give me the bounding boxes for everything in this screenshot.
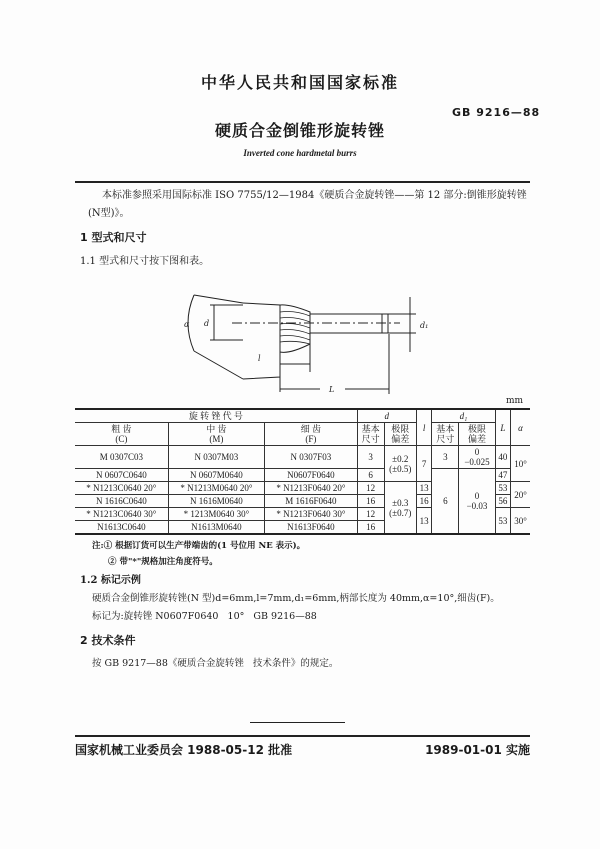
section-2-heading: 2 技术条件	[80, 634, 136, 647]
cell-coarse: N1613C0640	[75, 521, 168, 535]
section-1-heading: 1 型式和尺寸	[80, 231, 147, 244]
cell-medium: * 1213M0640 30°	[168, 508, 264, 521]
cell-fine: N1613F0640	[265, 521, 358, 535]
cell-medium: N 0307M03	[168, 446, 264, 469]
cell-coarse: * N1213C0640 30°	[75, 508, 168, 521]
standard-number: GB 9216—88	[452, 106, 541, 119]
cell-d-tol: ±0.2 (±0.5)	[384, 446, 416, 482]
cell-fine: N0607F0640	[265, 469, 358, 482]
cell-medium: * N1213M0640 20°	[168, 482, 264, 495]
burr-drawing	[170, 282, 440, 398]
header-L: L	[495, 409, 510, 446]
header-d-basic: 基本 尺寸	[357, 423, 384, 446]
section-2-text: 按 GB 9217—88《硬质合金旋转锉 技术条件》的规定。	[92, 658, 339, 669]
section-1-1-text: 1.1 型式和尺寸按下图和表。	[80, 256, 210, 267]
cell-alpha: 30°	[511, 508, 530, 535]
cell-L: 47	[495, 469, 510, 482]
cell-alpha: 20°	[511, 482, 530, 508]
english-title: Inverted cone hardmetal burrs	[243, 148, 357, 158]
cell-medium: N 0607M0640	[168, 469, 264, 482]
cell-fine: N 0307F03	[265, 446, 358, 469]
header-coarse: 粗 齿 (C)	[75, 423, 168, 446]
table-row	[75, 469, 530, 482]
unit-label: mm	[506, 396, 524, 406]
document-title: 硬质合金倒锥形旋转锉	[214, 121, 385, 140]
end-rule	[250, 722, 345, 723]
header-l: l	[416, 409, 431, 446]
marking-example-line1: 硬质合金倒锥形旋转锉(N 型)d=6mm,l=7mm,d₁=6mm,柄部长度为 40mm,α=10°,细齿(F)。	[92, 593, 500, 604]
d1-label: d₁	[420, 321, 429, 330]
alpha-label: α	[184, 320, 190, 329]
header-d1: d₁	[432, 409, 495, 423]
cell-coarse: N 1616C0640	[75, 495, 168, 508]
header-code: 旋 转 锉 代 号	[75, 409, 357, 423]
approval-date: 国家机械工业委员会 1988-05-12 批准	[75, 743, 293, 757]
header-d1-tol: 极限 偏差	[459, 423, 495, 446]
dimensions-table	[75, 408, 530, 535]
intro-block	[75, 187, 530, 271]
cell-alpha: 10°	[511, 446, 530, 482]
cell-d: 16	[357, 495, 384, 508]
table-row	[75, 446, 530, 469]
cell-coarse: N 0607C0640	[75, 469, 168, 482]
cell-d1-tol: 0 −0.03	[459, 469, 495, 535]
header-medium: 中 齿 (M)	[168, 423, 264, 446]
cell-fine: * N1213F0640 20°	[265, 482, 358, 495]
l-label: l	[258, 354, 261, 363]
body-flow	[75, 408, 530, 673]
header-d1-basic: 基本 尺寸	[432, 423, 459, 446]
cell-d: 6	[357, 469, 384, 482]
cell-d1: 6	[432, 469, 459, 535]
cell-fine: * N1213F0640 30°	[265, 508, 358, 521]
cell-L: 56	[495, 495, 510, 508]
cell-d1: 3	[432, 446, 459, 469]
cell-L: 53	[495, 508, 510, 535]
cell-medium: N 1616M0640	[168, 495, 264, 508]
section-1-2-heading: 1.2 标记示例	[80, 575, 141, 586]
note-2: ② 带"*"规格加注角度符号。	[108, 557, 218, 567]
cell-coarse: * N1213C0640 20°	[75, 482, 168, 495]
cell-d: 12	[357, 508, 384, 521]
cell-medium: N1613M0640	[168, 521, 264, 535]
cell-l: 13	[416, 508, 431, 535]
L-label: L	[329, 385, 335, 394]
effective-date: 1989-01-01 实施	[425, 743, 530, 757]
cell-d: 3	[357, 446, 384, 469]
cell-fine: M 1616F0640	[265, 495, 358, 508]
intro-paragraph: 本标准参照采用国际标准 ISO 7755/12—1984《硬质合金旋转锉——第 12 部分:倒锥形旋转锉(N型)》。	[88, 190, 527, 219]
cell-l: 13	[416, 482, 431, 495]
marking-example-line2: 标记为:旋转锉 N0607F0640 10° GB 9216—88	[92, 611, 317, 622]
header-d: d	[357, 409, 416, 423]
cell-d1-tol: 0 −0.025	[459, 446, 495, 469]
cell-d-tol: ±0.3 (±0.7)	[384, 482, 416, 535]
cell-d: 12	[357, 482, 384, 495]
cell-l: 16	[416, 495, 431, 508]
cell-L: 53	[495, 482, 510, 495]
cell-l: 7	[416, 446, 431, 482]
header-d-tol: 极限 偏差	[384, 423, 416, 446]
header-fine: 细 齿 (F)	[265, 423, 358, 446]
note-1: 注:① 根据订货可以生产带端齿的(1 号位用 NE 表示)。	[92, 541, 306, 551]
cell-L: 40	[495, 446, 510, 469]
header-alpha: α	[511, 409, 530, 446]
header-rule	[75, 181, 530, 183]
burr-teeth	[280, 312, 310, 345]
national-standard-heading: 中华人民共和国国家标准	[200, 73, 399, 92]
d-label: d	[204, 319, 210, 328]
cell-coarse: M 0307C03	[75, 446, 168, 469]
cell-d: 16	[357, 521, 384, 535]
footer-rule	[75, 735, 530, 737]
